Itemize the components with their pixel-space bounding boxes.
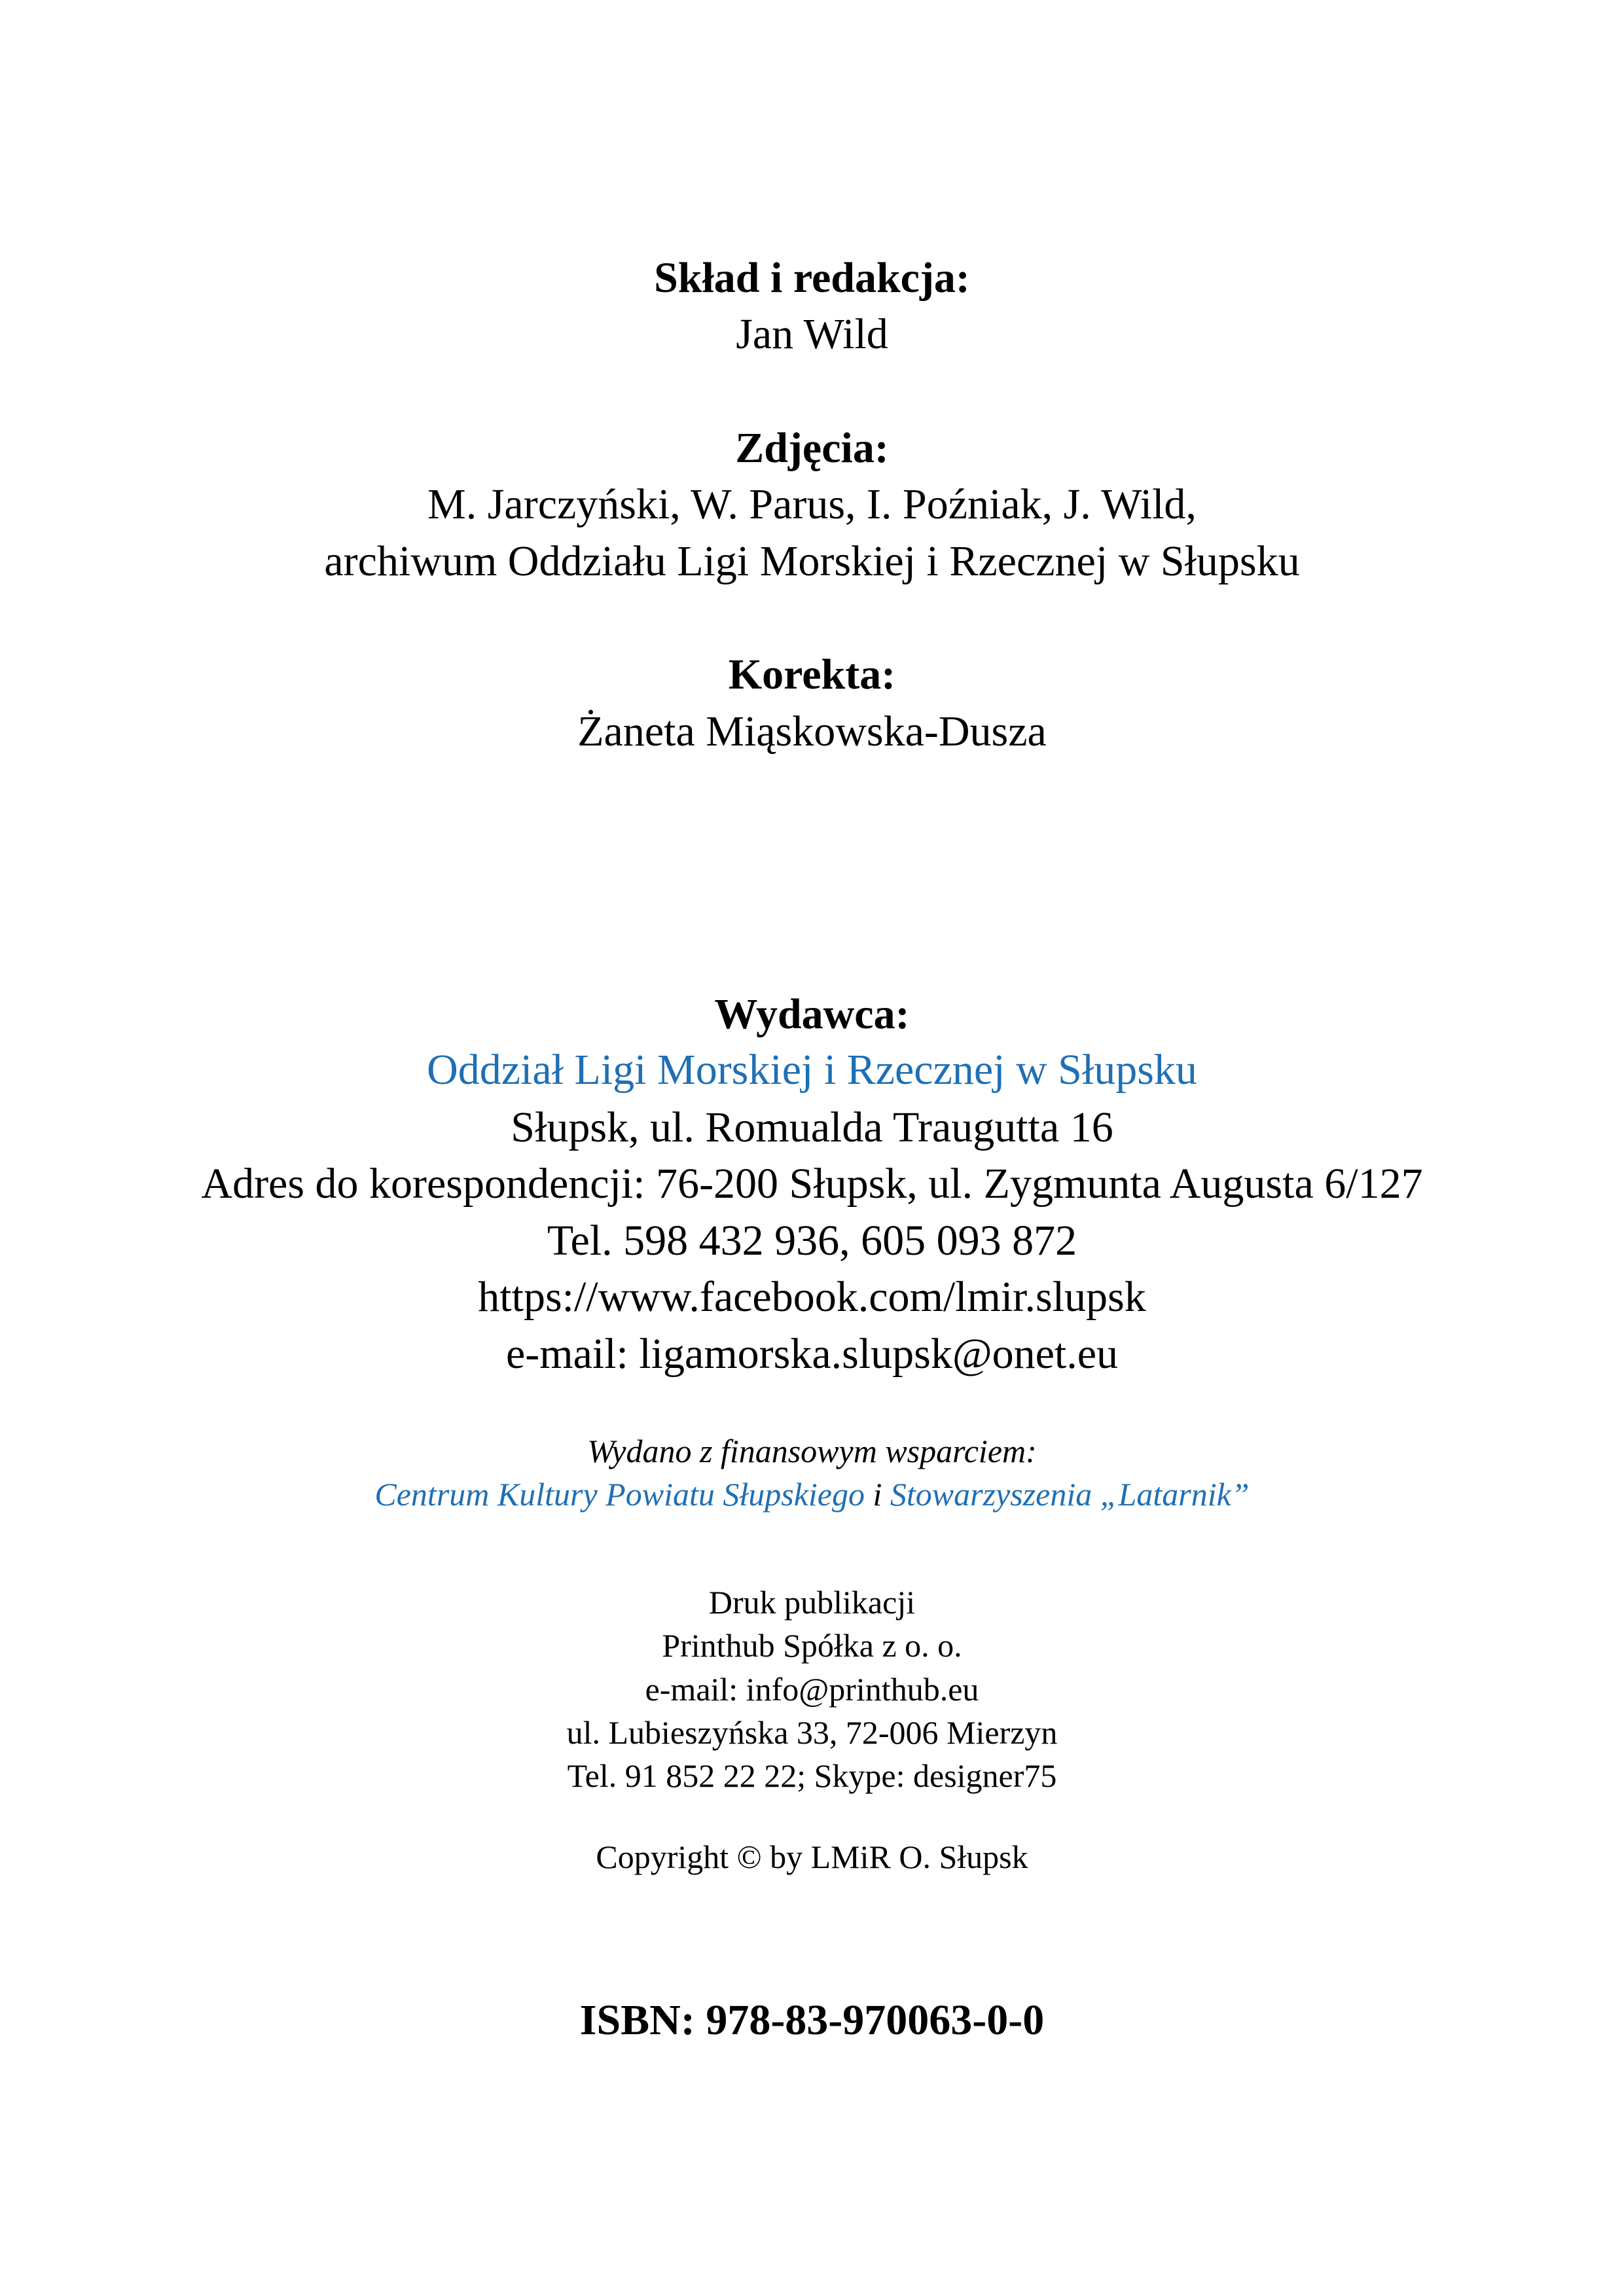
printing-address: ul. Lubieszyńska 33, 72-006 Mierzyn: [566, 1714, 1058, 1751]
publisher-heading: Wydawca:: [714, 990, 910, 1038]
sponsor-link-stowarzyszenie-latarnik[interactable]: Stowarzyszenia „Latarnik”: [890, 1476, 1250, 1513]
printing-label: Druk publikacji: [708, 1584, 916, 1621]
printing-phone: Tel. 91 852 22 22; Skype: designer75: [567, 1757, 1057, 1794]
publisher-name-link[interactable]: Oddział Ligi Morskiej i Rzecznej w Słupsku: [427, 1046, 1197, 1094]
proofreading-name: Żaneta Miąskowska-Dusza: [577, 708, 1047, 755]
publisher-email: e-mail: ligamorska.slupsk@onet.eu: [505, 1330, 1119, 1378]
printing-company: Printhub Spółka z o. o.: [662, 1627, 962, 1664]
publisher-phone: Tel. 598 432 936, 605 093 872: [547, 1217, 1077, 1265]
photos-credits-line-1: M. Jarczyński, W. Parus, I. Poźniak, J. Wild,: [427, 480, 1197, 528]
sponsor-conjunction: i: [864, 1476, 890, 1513]
funding-sponsors: [0, 1478, 1624, 1511]
layout-heading: Skład i redakcja:: [654, 254, 970, 302]
printing-email: e-mail: info@printhub.eu: [645, 1671, 979, 1708]
photos-heading: Zdjęcia:: [735, 424, 889, 472]
publisher-address: Słupsk, ul. Romualda Traugutta 16: [511, 1103, 1113, 1151]
copyright-notice: Copyright © by LMiR O. Słupsk: [596, 1839, 1028, 1875]
proofreading-heading: Korekta:: [728, 651, 896, 698]
publisher-facebook: https://www.facebook.com/lmir.slupsk: [478, 1273, 1146, 1321]
publisher-correspondence: Adres do korespondencji: 76-200 Słupsk, ul. Zygmunta Augusta 6/127: [201, 1160, 1423, 1208]
funding-label: Wydano z finansowym wsparciem:: [587, 1433, 1037, 1469]
isbn: ISBN: 978-83-970063-0-0: [579, 1996, 1045, 2044]
sponsor-link-centrum-kultury[interactable]: Centrum Kultury Powiatu Słupskiego: [374, 1476, 865, 1513]
photos-credits-line-2: archiwum Oddziału Ligi Morskiej i Rzecznej w Słupsku: [324, 537, 1300, 585]
layout-name: Jan Wild: [736, 310, 888, 358]
